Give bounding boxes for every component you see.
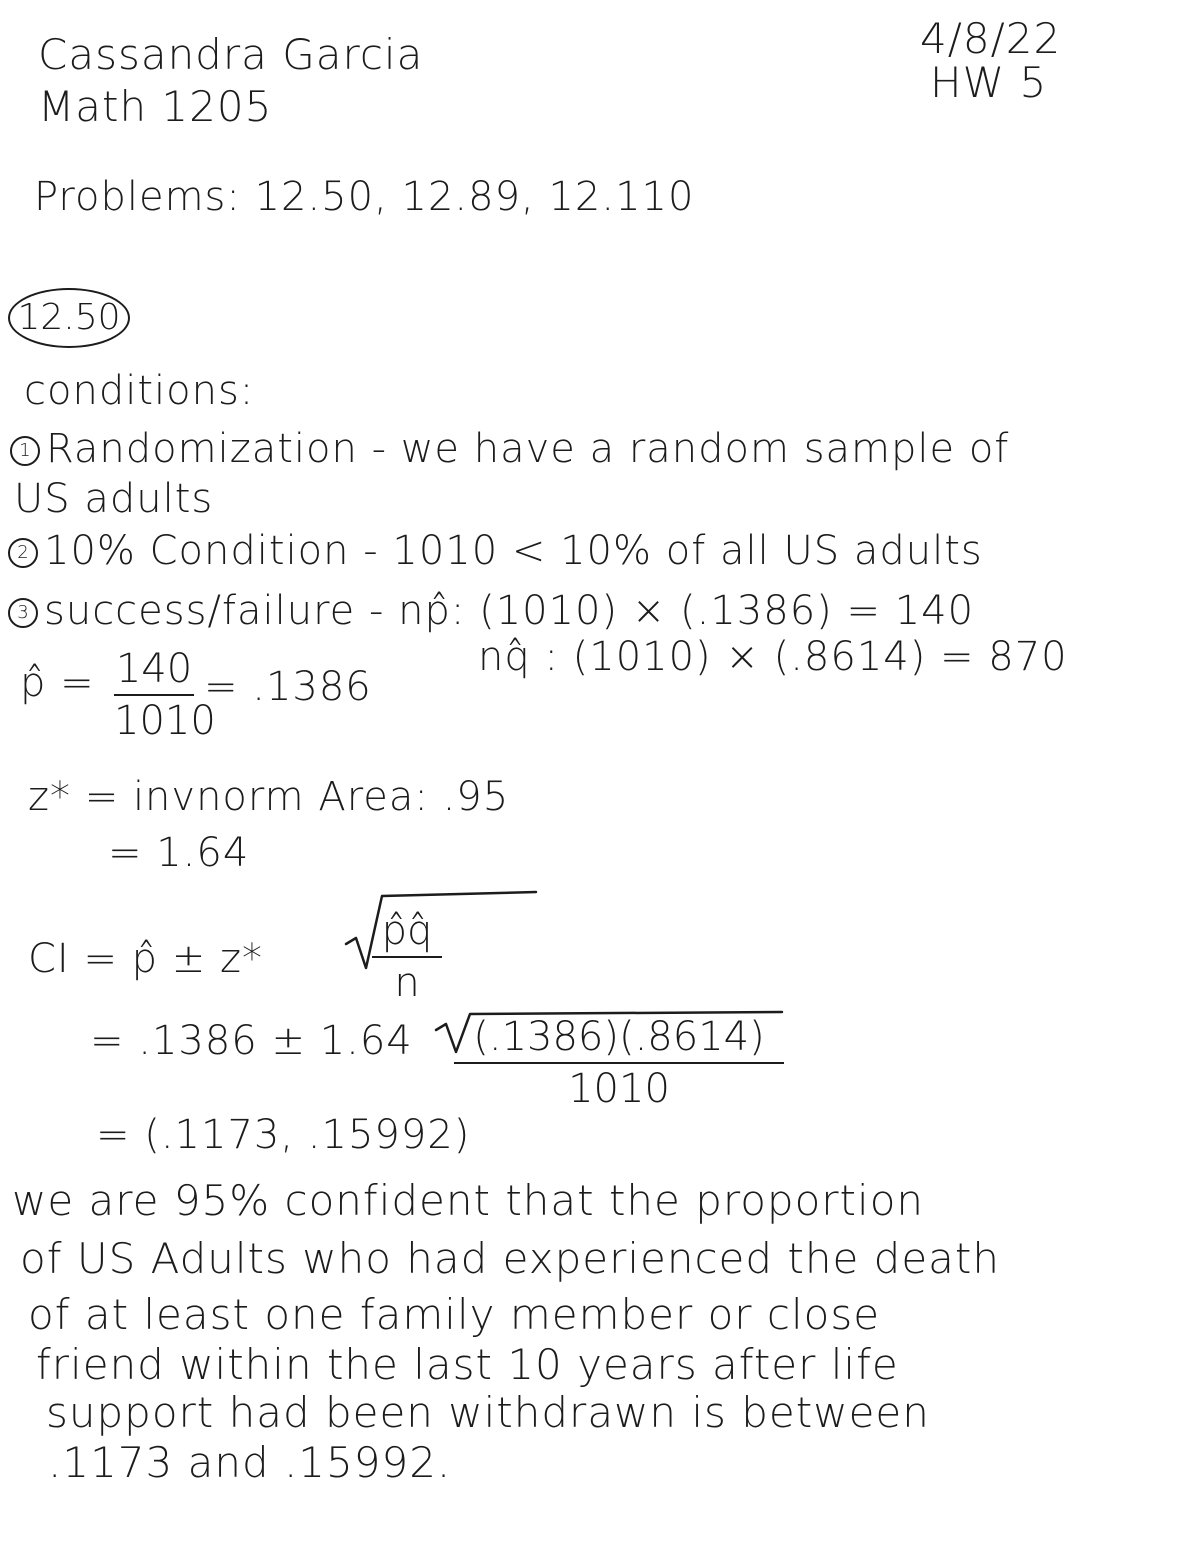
fraction-bar: [454, 1062, 784, 1064]
condition-1-continued: US adults: [14, 476, 214, 522]
condition-3-number: 3: [8, 598, 38, 628]
ci-formula-fraction: [372, 908, 442, 1006]
conclusion-line: of US Adults who had experienced the death: [20, 1234, 1001, 1283]
condition-3: [8, 588, 974, 634]
condition-2-number: 2: [8, 538, 38, 568]
phat-denominator: 1010: [114, 698, 216, 744]
condition-1-number: 1: [10, 436, 40, 466]
ci-substitution-fraction: [454, 1014, 784, 1112]
date: 4/8/22: [920, 14, 1062, 63]
condition-3-text: success/failure - np̂: (1010) × (.1386) = 140: [44, 588, 975, 634]
ci-substitution-numerator: (.1386)(.8614): [473, 1014, 765, 1060]
condition-2: [8, 528, 983, 574]
condition-1: [10, 426, 1009, 472]
problems-list: Problems: 12.50, 12.89, 12.110: [34, 174, 695, 220]
fraction-bar: [114, 694, 194, 696]
conclusion-line: support had been withdrawn is between: [46, 1388, 930, 1437]
phat-fraction: [114, 646, 216, 744]
phat-result: = .1386: [204, 664, 372, 710]
ci-formula-numerator: p̂q̂: [381, 908, 433, 954]
ci-formula-lhs: CI = p̂ ± z*: [28, 936, 264, 982]
fraction-bar: [372, 956, 442, 958]
zstar-definition: z* = invnorm Area: .95: [28, 774, 510, 820]
conclusion-line: .1173 and .15992.: [48, 1438, 452, 1487]
phat-lhs: p̂ =: [20, 660, 95, 706]
course-name: Math 1205: [38, 82, 273, 131]
ci-formula-denominator: n: [394, 960, 420, 1006]
problem-label: 12.50: [8, 288, 130, 348]
ci-substitution-denominator: 1010: [568, 1066, 670, 1112]
student-name: Cassandra Garcia: [38, 30, 424, 79]
ci-result: = (.1173, .15992): [96, 1112, 471, 1158]
zstar-value: = 1.64: [108, 830, 250, 876]
condition-1-text: Randomization - we have a random sample of: [46, 426, 1010, 472]
condition-3-nq: nq̂ : (1010) × (.8614) = 870: [478, 634, 1068, 680]
conclusion-line: friend within the last 10 years after life: [36, 1340, 899, 1389]
condition-2-text: 10% Condition - 1010 < 10% of all US adults: [44, 528, 983, 574]
conditions-heading: conditions:: [24, 368, 255, 414]
phat-numerator: 140: [115, 646, 193, 692]
conclusion-line: we are 95% confident that the proportion: [12, 1176, 925, 1225]
assignment-label: HW 5: [930, 58, 1048, 107]
conclusion-line: of at least one family member or close: [28, 1290, 881, 1339]
ci-substitution-lhs: = .1386 ± 1.64: [90, 1018, 413, 1064]
